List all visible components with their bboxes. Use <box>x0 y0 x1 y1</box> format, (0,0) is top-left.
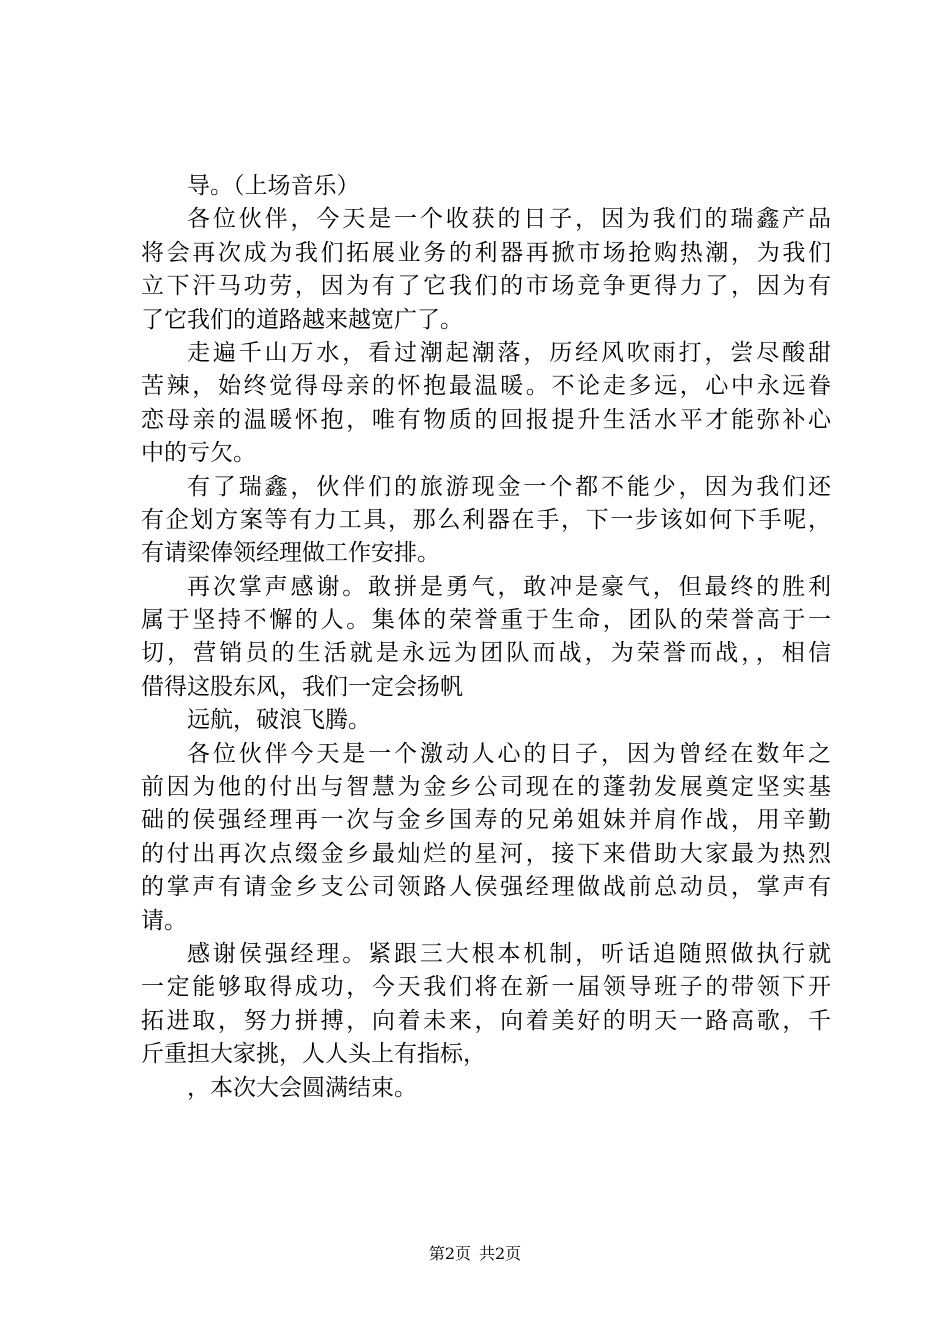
text-line: 借得这股东风，我们一定会扬帆 <box>141 673 463 700</box>
text-line: 各位伙伴今天是一个激动人心的日子，因为曾经在数年之 <box>187 740 831 767</box>
text-line: 有请梁俸领经理做工作安排。 <box>141 540 440 567</box>
text-line: 各位伙伴，今天是一个收获的日子，因为我们的瑞鑫产品 <box>187 206 831 233</box>
text-line: 有企划方案等有力工具，那么利器在手，下一步该如何下手呢， <box>141 506 831 533</box>
text-line: 础的侯强经理再一次与金乡国寿的兄弟姐妹并肩作战，用辛勤 <box>141 807 831 834</box>
text-line: 一定能够取得成功，今天我们将在新一届领导班子的带领下开 <box>141 974 831 1001</box>
text-line: 将会再次成为我们拓展业务的利器再掀市场抢购热潮，为我们 <box>141 239 831 266</box>
page-total: 共2页 <box>479 1244 522 1263</box>
text-line: 的掌声有请金乡支公司领路人侯强经理做战前总动员，掌声有 <box>141 874 831 901</box>
text-line: 感谢侯强经理。紧跟三大根本机制，听话追随照做执行就 <box>187 940 831 967</box>
text-line: 有了瑞鑫，伙伴们的旅游现金一个都不能少，因为我们还 <box>187 473 831 500</box>
text-line: 中的亏欠。 <box>141 440 256 467</box>
text-line: 前因为他的付出与智慧为金乡公司现在的蓬勃发展奠定坚实基 <box>141 774 831 801</box>
text-line: 切，营销员的生活就是永远为团队而战，为荣誉而战，，相信 <box>141 640 831 667</box>
document-body <box>141 170 831 1105</box>
text-line: 请。 <box>141 907 187 934</box>
text-line: 再次掌声感谢。敢拼是勇气，敢冲是豪气，但最终的胜利 <box>187 573 831 600</box>
text-line: 立下汗马功劳，因为有了它我们的市场竞争更得力了，因为有 <box>141 273 831 300</box>
text-line: 导。（上场音乐） <box>187 173 360 199</box>
text-line: 恋母亲的温暖怀抱，唯有物质的回报提升生活水平才能弥补心 <box>141 406 831 433</box>
text-line: 属于坚持不懈的人。集体的荣誉重于生命，团队的荣誉高于一 <box>141 607 831 634</box>
text-line: ，本次大会圆满结束。 <box>187 1074 417 1101</box>
text-line: 的付出再次点缀金乡最灿烂的星河，接下来借助大家最为热烈 <box>141 840 831 867</box>
text-line: 斤重担大家挑，人人头上有指标， <box>141 1041 486 1068</box>
page-footer <box>0 1243 950 1265</box>
text-line: 走遍千山万水，看过潮起潮落，历经风吹雨打，尝尽酸甜 <box>187 339 831 366</box>
text-line: 了它我们的道路越来越宽广了。 <box>141 306 463 333</box>
text-line: 拓进取，努力拼搏，向着未来，向着美好的明天一路高歌，千 <box>141 1007 831 1034</box>
page-number: 第2页 <box>428 1244 471 1263</box>
text-line: 远航，破浪飞腾。 <box>187 707 371 734</box>
text-line: 苦辣，始终觉得母亲的怀抱最温暖。不论走多远，心中永远眷 <box>141 373 831 400</box>
